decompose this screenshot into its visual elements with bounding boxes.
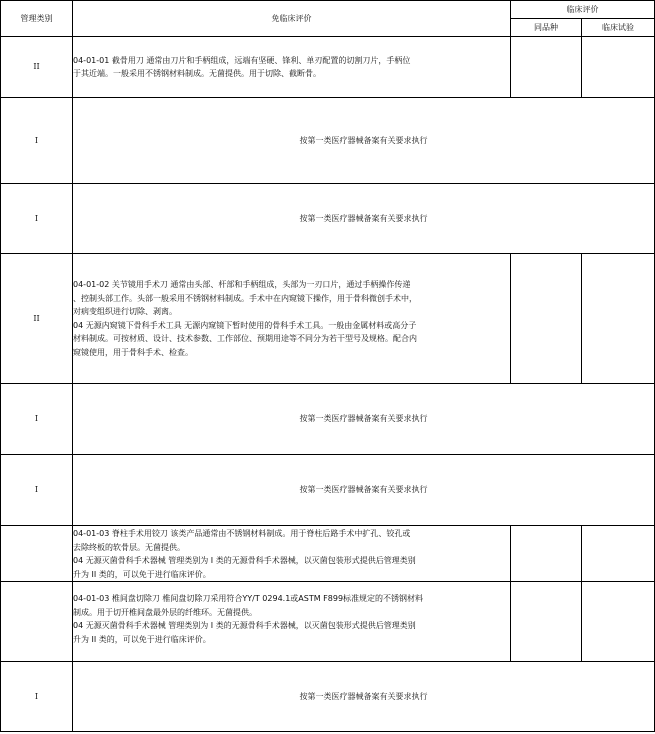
filing-requirement-cell: 按第一类医疗器械备案有关要求执行: [73, 662, 655, 732]
description-line: 04-01-03 脊柱手术用铰刀 该类产品通常由不锈钢材料制成。用于脊柱后路手术中扩孔、铰孔或: [73, 529, 411, 538]
description-line: 于其近端。一般采用不锈钢材料制成。无菌提供。用于切除、截断骨。: [73, 69, 321, 78]
filing-requirement-cell: 按第一类医疗器械备案有关要求执行: [73, 184, 655, 254]
filing-requirement-cell: 按第一类医疗器械备案有关要求执行: [73, 455, 655, 526]
table-row: [1, 384, 655, 455]
description-line: 04-01-01 截骨用刀 通常由刀片和手柄组成，远端有坚硬、锋利、单刃配置的切割刀片，手柄位: [73, 55, 411, 65]
header-clinical: 临床评价: [511, 1, 655, 19]
table-row: [1, 37, 655, 98]
description-cell: [73, 254, 511, 384]
trial-cell: [582, 526, 655, 582]
description-line: 04-01-03 椎间盘切除刀 椎间盘切除刀采用符合YY/T 0294.1或ASTM F899标准规定的不锈钢材料: [73, 594, 424, 603]
header-exempt: 免临床评价: [73, 1, 511, 37]
description-cell: [73, 37, 511, 98]
description-line: 、控制头部工作。头部一般采用不锈钢材料制成。手术中在内窥镜下操作，用于骨科微创手术中，: [73, 293, 417, 303]
category-cell: [1, 582, 73, 662]
description-line: 升为 II 类的，可以免于进行临床评价。: [73, 634, 211, 644]
category-cell: I: [1, 384, 73, 455]
same-product-cell: [511, 582, 582, 662]
table-row: [1, 662, 655, 732]
trial-cell: [582, 582, 655, 662]
category-cell: I: [1, 455, 73, 526]
table-row: [1, 184, 655, 254]
description-line: 04 无源灭菌骨科手术器械 管理类别为 I 类的无源骨科手术器械，以灭菌包装形式提供后管理类别: [73, 621, 416, 630]
description-line: 材料制成。可按材质、设计、技术参数、工作部位、预期用途等不同分为若干型号及规格。配合内: [73, 334, 417, 343]
category-cell: I: [1, 184, 73, 254]
same-product-cell: [511, 526, 582, 582]
description-line: 制成。用于切开椎间盘最外层的纤维环。无菌提供。: [73, 607, 257, 617]
table-row: [1, 254, 655, 384]
category-cell: I: [1, 98, 73, 184]
table-row: [1, 526, 655, 582]
category-cell: II: [1, 37, 73, 98]
category-cell: I: [1, 662, 73, 732]
trial-cell: [582, 37, 655, 98]
description-line: 去除终板的软骨层。无菌提供。: [73, 542, 185, 552]
description-line: 04-01-02 关节镜用手术刀 通常由头部、杆部和手柄组成，头部为一刃口片，通过手柄操作传递: [73, 280, 411, 289]
table-row: [1, 455, 655, 526]
description-line: 升为 II 类的，可以免于进行临床评价。: [73, 569, 211, 579]
same-product-cell: [511, 37, 582, 98]
trial-cell: [582, 254, 655, 384]
header-category: 管理类别: [1, 1, 73, 37]
category-cell: II: [1, 254, 73, 384]
table-row: [1, 582, 655, 662]
description-line: 04 无源灭菌骨科手术器械 管理类别为 I 类的无源骨科手术器械，以灭菌包装形式提供后管理类别: [73, 556, 416, 565]
category-cell: [1, 526, 73, 582]
description-line: 对病变组织进行切除、剥离。: [73, 307, 177, 316]
same-product-cell: [511, 254, 582, 384]
description-line: 窥镜使用，用于骨科手术、检查。: [73, 347, 193, 357]
filing-requirement-cell: 按第一类医疗器械备案有关要求执行: [73, 384, 655, 455]
description-cell: [73, 582, 511, 662]
description-cell: [73, 526, 511, 582]
header-trial: 临床试验: [582, 19, 655, 37]
table-row: [1, 98, 655, 184]
filing-requirement-cell: 按第一类医疗器械备案有关要求执行: [73, 98, 655, 184]
description-line: 04 无源内窥镜下骨科手术工具 无源内窥镜下暂时使用的骨科手术工具。一般由金属材料或高分子: [73, 320, 417, 330]
header-same-product: 同品种: [511, 19, 582, 37]
